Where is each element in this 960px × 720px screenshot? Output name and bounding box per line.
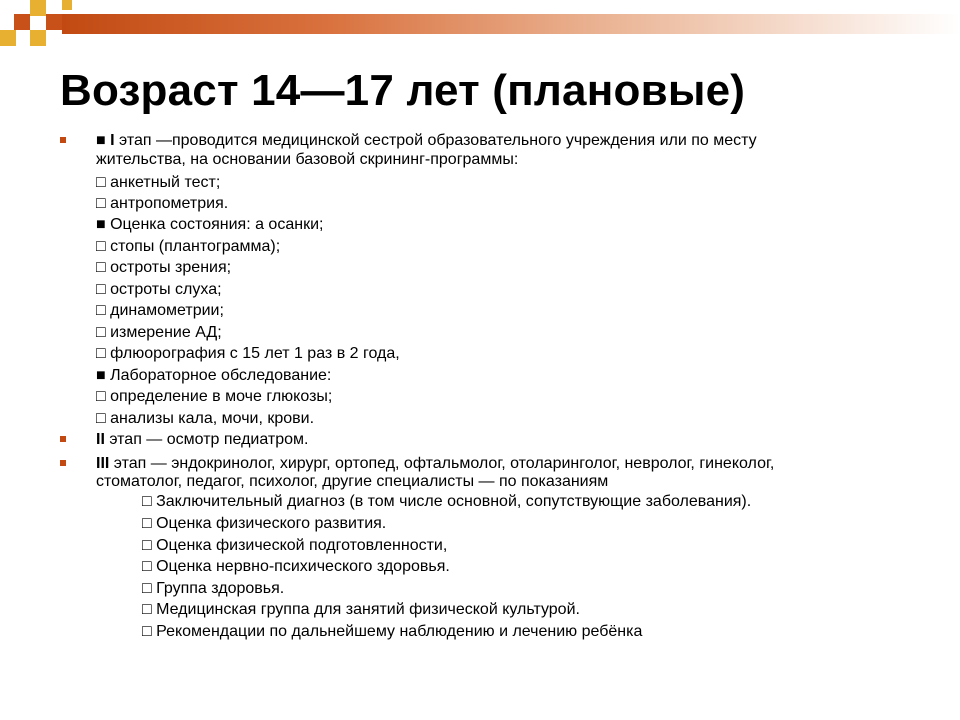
- stage2-text: этап — осмотр педиатром.: [104, 431, 309, 448]
- stage1-text: этап —проводится медицинской сестрой образовательного учреждения или по месту: [114, 132, 757, 149]
- stage3-line2: стоматолог, педагог, психолог, другие специалисты — по показаниям: [96, 473, 609, 490]
- stage1-intro-line2: жительства, на основании базовой скрининг-программы:: [96, 151, 519, 168]
- stage1-item: □ определение в моче глюкозы;: [96, 388, 333, 405]
- stage1-item: □ остроты зрения;: [96, 259, 232, 276]
- deco-square-2: [30, 0, 46, 16]
- stage2-line: [96, 431, 308, 448]
- slide-title: Возраст 14—17 лет (плановые): [60, 66, 746, 115]
- conclusion-item: □ Заключительный диагноз (в том числе основной, сопутствующие заболевания).: [142, 493, 752, 510]
- stage1-item: □ антропометрия.: [96, 195, 229, 212]
- bullet-marker-1: [60, 137, 66, 143]
- deco-square-1: [14, 14, 30, 30]
- conclusion-item: □ Оценка физического развития.: [142, 515, 387, 532]
- stage1-item: □ флюорография с 15 лет 1 раз в 2 года,: [96, 345, 400, 362]
- conclusion-item: □ Оценка физической подготовленности,: [142, 537, 448, 554]
- conclusion-item: □ Группа здоровья.: [142, 580, 285, 597]
- stage1-item: □ остроты слуха;: [96, 281, 222, 298]
- stage1-item: □ стопы (плантограмма);: [96, 238, 281, 255]
- conclusion-item: □ Оценка нервно-психического здоровья.: [142, 558, 450, 575]
- stage1-item: ■ Лабораторное обследование:: [96, 367, 332, 384]
- stage3-numeral: III: [96, 455, 110, 472]
- stage1-numeral: I: [110, 132, 115, 149]
- stage3-text: этап — эндокринолог, хирург, ортопед, офтальмолог, отоларинголог, невролог, гинеколог,: [109, 455, 775, 472]
- stage2-numeral: II: [96, 431, 105, 448]
- stage1-item: ■ Оценка состояния: а осанки;: [96, 216, 324, 233]
- bullet-marker-3: [60, 460, 66, 466]
- deco-square-6: [62, 0, 72, 10]
- header-gradient-bar: [62, 14, 960, 34]
- stage1-item: □ измерение АД;: [96, 324, 222, 341]
- deco-square-4: [46, 14, 62, 30]
- deco-square-3: [30, 30, 46, 46]
- conclusion-item: □ Медицинская группа для занятий физической культурой.: [142, 601, 580, 618]
- conclusion-item: □ Рекомендации по дальнейшему наблюдению и лечению ребёнка: [142, 623, 643, 640]
- stage1-intro-line1: [96, 132, 757, 149]
- stage1-item: □ анализы кала, мочи, крови.: [96, 410, 315, 427]
- stage1-item: □ анкетный тест;: [96, 174, 221, 191]
- stage3-line1: [96, 455, 774, 472]
- stage1-marker: ■: [96, 132, 111, 149]
- deco-square-5: [0, 30, 16, 46]
- bullet-marker-2: [60, 436, 66, 442]
- stage1-item: □ динамометрии;: [96, 302, 224, 319]
